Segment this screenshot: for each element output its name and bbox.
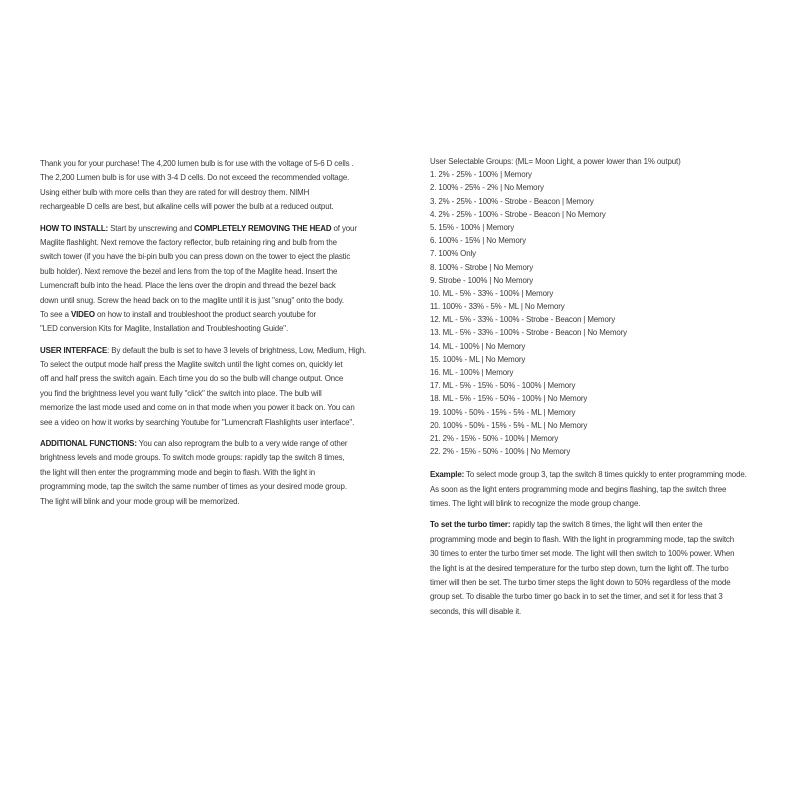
mode-group-item: 15. 100% - ML | No Memory xyxy=(430,354,526,364)
mode-group-item: 21. 2% - 15% - 50% - 100% | Memory xyxy=(430,433,559,443)
mode-group-item: 13. ML - 5% - 33% - 100% - Strobe - Beacon | No Memory xyxy=(430,328,628,338)
text: off and half press the switch again. Each time you do so the bulb will change output. Once xyxy=(40,374,344,384)
text-line xyxy=(40,308,415,322)
text: memorize the last mode used and come on in that mode when you power it back on. You can xyxy=(40,403,355,413)
text-line xyxy=(430,605,790,619)
text: times. The light will blink to recognize the mode group change. xyxy=(430,499,641,509)
text-line xyxy=(40,401,415,415)
text: seconds, this will disable it. xyxy=(430,606,522,616)
bold-text: Example: xyxy=(430,470,465,480)
additional-functions-paragraph xyxy=(40,437,415,509)
text: programming mode and begin to flash. With the light in programming mode, tap the switch xyxy=(430,534,735,544)
text-line xyxy=(40,250,415,264)
mode-group-item: 3. 2% - 25% - 100% - Strobe - Beacon | Memory xyxy=(430,196,594,206)
text-line xyxy=(430,497,790,511)
text: Start by unscrewing and xyxy=(108,223,195,233)
mode-groups-heading: User Selectable Groups: (ML= Moon Light, a power lower than 1% output) xyxy=(430,157,681,166)
text: you find the brightness level you want fully "click" the switch into place. The bulb will xyxy=(40,388,322,398)
text: You can also reprogram the bulb to a very wide range of other xyxy=(136,439,348,449)
text: rechargeable D cells are best, but alkaline cells will power the bulb at a reduced output. xyxy=(40,202,334,212)
mode-group-item: 12. ML - 5% - 33% - 100% - Strobe - Beacon | Memory xyxy=(430,315,616,325)
text-line xyxy=(40,451,415,465)
text-line xyxy=(40,372,415,386)
text: Maglite flashlight. Next remove the factory reflector, bulb retaining ring and bulb from the xyxy=(40,237,337,247)
mode-group-item: 19. 100% - 50% - 15% - 5% - ML | Memory xyxy=(430,407,576,417)
user-interface-paragraph xyxy=(40,344,415,430)
text-line xyxy=(430,590,790,604)
mode-group-item: 16. ML - 100% | Memory xyxy=(430,368,514,377)
text-line xyxy=(40,480,415,494)
text: 30 times to enter the turbo timer set mode. The light will then switch to 100% power. When xyxy=(430,549,735,559)
left-column xyxy=(40,157,415,516)
bold-text: ADDITIONAL FUNCTIONS: xyxy=(40,439,137,449)
text: As soon as the light enters programming mode and begins flashing, tap the switch three xyxy=(430,484,727,494)
text-line xyxy=(40,236,415,250)
mode-group-item: 1. 2% - 25% - 100% | Memory xyxy=(430,170,532,180)
mode-group-item: 5. 15% - 100% | Memory xyxy=(430,222,515,232)
mode-group-item: 22. 2% - 15% - 50% - 100% | No Memory xyxy=(430,447,571,457)
text-line xyxy=(430,468,790,482)
text: group set. To disable the turbo timer go back in to set the timer, and set it for less that 3 xyxy=(430,592,723,602)
install-paragraph xyxy=(40,222,415,337)
text-line xyxy=(40,265,415,279)
text: on how to install and troubleshoot the product search youtube for xyxy=(94,309,316,319)
text-line xyxy=(40,358,415,372)
mode-group-item: 20. 100% - 50% - 15% - 5% - ML | No Memory xyxy=(430,420,588,430)
text-line xyxy=(40,322,415,336)
text: see a video on how it works by searching Youtube for "Lumencraft Flashlights user interface". xyxy=(40,417,355,427)
mode-group-item: 10. ML - 5% - 33% - 100% | Memory xyxy=(430,288,554,298)
text-line xyxy=(430,547,790,561)
text: To select mode group 3, tap the switch 8 times quickly to enter programming mode. xyxy=(464,470,747,480)
text-line xyxy=(40,157,415,171)
text-line xyxy=(40,279,415,293)
bold-text: USER INTERFACE xyxy=(40,345,108,355)
text-line xyxy=(40,495,415,509)
text: To select the output mode half press the Maglite switch until the light comes on, quickly let xyxy=(40,360,343,370)
text: down until snug. Screw the head back on to the maglite until it is just "snug" onto the body. xyxy=(40,295,344,305)
right-column xyxy=(430,155,790,626)
text: Using either bulb with more cells than they are rated for will destroy them. NIMH xyxy=(40,187,310,197)
text: switch tower (if you have the bi-pin bulb you can press down on the tower to eject the plastic xyxy=(40,252,351,262)
text-line xyxy=(40,200,415,214)
text: : By default the bulb is set to have 3 levels of brightness, Low, Medium, High. xyxy=(107,345,367,355)
mode-group-item: 8. 100% - Strobe | No Memory xyxy=(430,262,534,272)
text: programming mode, tap the switch the same number of times as your desired mode group. xyxy=(40,482,347,492)
text: Thank you for your purchase! The 4,200 lumen bulb is for use with the voltage of 5-6 D cells . xyxy=(40,159,354,168)
text-line xyxy=(430,533,790,547)
mode-groups-list xyxy=(430,155,790,458)
mode-group-item: 6. 100% - 15% | No Memory xyxy=(430,236,526,246)
text-line xyxy=(430,562,790,576)
text: the light is at the desired temperature for the turbo step down, turn the light off. The turbo xyxy=(430,563,729,573)
mode-group-item: 2. 100% - 25% - 2% | No Memory xyxy=(430,183,544,193)
mode-group-item: 11. 100% - 33% - 5% - ML | No Memory xyxy=(430,302,565,312)
text: rapidly tap the switch 8 times, the light will then enter the xyxy=(510,520,703,530)
text: brightness levels and mode groups. To switch mode groups: rapidly tap the switch 8 times, xyxy=(40,453,345,463)
text-line xyxy=(430,518,790,532)
bold-text: COMPLETELY REMOVING THE HEAD xyxy=(194,223,332,233)
text: Lumencraft bulb into the head. Place the lens over the dropin and thread the bezel back xyxy=(40,281,336,291)
text: timer will then be set. The turbo timer steps the light down to 50% regardless of the mode xyxy=(430,578,731,588)
text: the light will then enter the programming mode and begin to flash. With the light in xyxy=(40,467,316,477)
text-line xyxy=(40,466,415,480)
text-line xyxy=(40,344,415,358)
text: bulb holder). Next remove the bezel and lens from the top of the Maglite head. Insert the xyxy=(40,266,338,276)
mode-group-item: 7. 100% Only xyxy=(430,249,476,259)
text: The 2,200 Lumen bulb is for use with 3-4 D cells. Do not exceed the recommended voltage. xyxy=(40,173,350,183)
bold-text: VIDEO xyxy=(70,309,95,319)
mode-group-item: 4. 2% - 25% - 100% - Strobe - Beacon | No Memory xyxy=(430,209,606,219)
mode-group-item: 14. ML - 100% | No Memory xyxy=(430,341,526,351)
text: The light will blink and your mode group will be memorized. xyxy=(40,496,240,506)
example-paragraph xyxy=(430,468,790,511)
text-line xyxy=(430,483,790,497)
turbo-timer-paragraph xyxy=(430,518,790,619)
text-line xyxy=(40,222,415,236)
text-line xyxy=(40,171,415,185)
text-line xyxy=(40,186,415,200)
text: To see a xyxy=(40,309,71,319)
bold-text: HOW TO INSTALL: xyxy=(40,223,109,233)
text: of your xyxy=(331,223,357,233)
intro-paragraph xyxy=(40,157,415,215)
text: "LED conversion Kits for Maglite, Installation and Troubleshooting Guide". xyxy=(40,324,289,334)
mode-group-item: 9. Strobe - 100% | No Memory xyxy=(430,275,534,285)
text-line xyxy=(40,294,415,308)
mode-group-item: 18. ML - 5% - 15% - 50% - 100% | No Memory xyxy=(430,394,588,404)
text-line xyxy=(40,437,415,451)
text-line xyxy=(430,576,790,590)
text-line xyxy=(40,416,415,430)
text-line xyxy=(40,387,415,401)
bold-text: To set the turbo timer: xyxy=(430,520,511,530)
mode-group-item: 17. ML - 5% - 15% - 50% - 100% | Memory xyxy=(430,381,576,391)
